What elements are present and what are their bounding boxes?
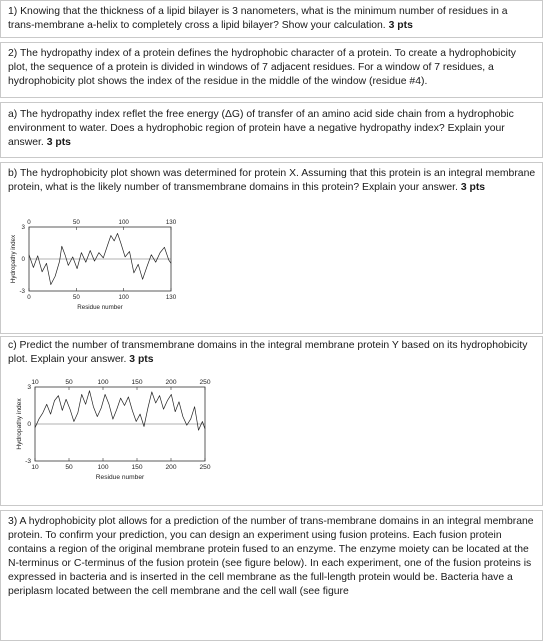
y-tick-label: -3 <box>19 288 25 295</box>
top-tick-label: 100 <box>118 219 129 226</box>
question-2c-text <box>8 339 536 367</box>
x-axis-label: Residue number <box>95 474 145 481</box>
bottom-tick-label: 100 <box>118 294 129 301</box>
y-tick-label: -3 <box>25 458 31 465</box>
question-2c-points: 3 pts <box>129 354 154 365</box>
y-tick-label: 0 <box>21 256 25 263</box>
question-3-text: 3) A hydrophobicity plot allows for a prediction of the number of trans-membrane domains in an integral membrane protein. To confirm your prediction, you can design an experiment using fusion proteins. Each fusion protein contains a region of the original membrane protein fused to an enzyme. The enzyme moiety can be located at the N-terminus or C-terminus of the fusion protein (see figure below). In each experiment, one of the fusion proteins is expressed in bacteria and is inserted in the cell membrane as the full-length protein would be. Bacteria have a periplasm located between the cell membrane and the cell wall (see figure <box>8 516 534 597</box>
top-tick-label: 50 <box>72 219 80 226</box>
question-2c-block <box>0 336 543 506</box>
top-tick-label: 10 <box>31 379 39 386</box>
bottom-tick-label: 150 <box>131 464 143 471</box>
question-2c-body: c) Predict the number of transmembrane domains in the integral membrane protein Y based on its hydrophobicity plot. Explain your answer. <box>8 340 528 365</box>
question-2-text: 2) The hydropathy index of a protein defines the hydrophobic character of a protein. To create a hydrophobicity plot, the sequence of a protein is divided in windows of 7 adjacent residues. For a window of 7 residues, a hydrophobicity plot shows the index of the residue in the middle of the window (residue #4). <box>8 48 516 87</box>
bottom-tick-label: 10 <box>31 464 39 471</box>
question-1-block <box>0 0 543 38</box>
top-tick-label: 100 <box>97 379 109 386</box>
question-2b-body: b) The hydrophobicity plot shown was determined for protein X. Assuming that this protein is an integral membrane protein, what is the likely number of transmembrane domains in this protein? Explain your answer. <box>8 168 536 193</box>
question-2a-body: a) The hydropathy index reflet the free energy (ΔG) of transfer of an amino acid side chain from a hydrophobic environment to water. Does a hydrophobic region of protein have a negative hydropathy index? Explain your answer. <box>8 109 514 148</box>
question-2b-block <box>0 162 543 334</box>
bottom-tick-label: 130 <box>165 294 177 301</box>
top-tick-label: 200 <box>165 379 177 386</box>
question-2b-text <box>8 167 536 195</box>
bottom-tick-label: 100 <box>97 464 109 471</box>
x-axis-label: Residue number <box>77 304 123 311</box>
y-axis-label: Hydropathy index <box>10 234 17 284</box>
top-tick-label: 130 <box>165 219 177 226</box>
protein-x-hydropathy-chart <box>1 215 181 325</box>
question-2a-text <box>8 108 536 150</box>
bottom-tick-label: 0 <box>27 294 31 301</box>
bottom-tick-label: 200 <box>165 464 177 471</box>
question-1-text <box>8 5 536 33</box>
bottom-tick-label: 50 <box>72 294 80 301</box>
y-axis-label: Hydropathy index <box>16 398 23 450</box>
question-1-body: 1) Knowing that the thickness of a lipid bilayer is 3 nanometers, what is the minimum number of residues in a trans-membrane a-helix to completely cross a lipid bilayer? Show your calculation. <box>8 6 508 31</box>
question-2b-points: 3 pts <box>460 182 486 193</box>
bottom-tick-label: 250 <box>199 464 211 471</box>
top-tick-label: 150 <box>131 379 143 386</box>
top-tick-label: 50 <box>65 379 73 386</box>
y-tick-label: 0 <box>27 421 31 428</box>
question-2a-points: 3 pts <box>46 137 71 148</box>
top-tick-label: 0 <box>27 219 31 226</box>
y-tick-label: 3 <box>21 224 25 231</box>
question-2-block <box>0 42 543 98</box>
question-2a-block <box>0 102 543 158</box>
y-tick-label: 3 <box>27 384 31 391</box>
top-tick-label: 250 <box>199 379 211 386</box>
bottom-tick-label: 50 <box>65 464 73 471</box>
protein-y-hydropathy-chart <box>1 375 221 503</box>
question-3-block <box>0 510 543 641</box>
question-1-points: 3 pts <box>388 20 413 31</box>
